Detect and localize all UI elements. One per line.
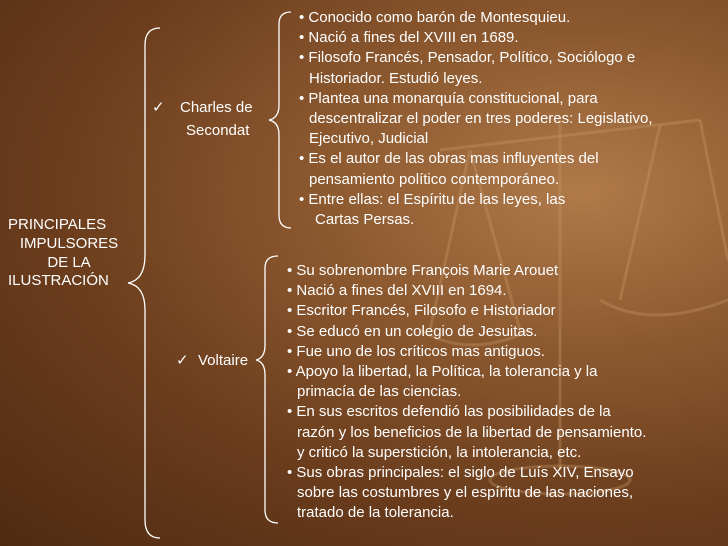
montesquieu-name-line1: Charles de: [180, 99, 253, 116]
main-title: [8, 215, 130, 290]
montesquieu-label-line2: Secondat: [186, 122, 250, 139]
voltaire-brace: [256, 256, 278, 523]
montesquieu-details: [299, 8, 653, 230]
detail-line: • Nació a fines del XVIII en 1694.: [287, 282, 507, 300]
detail-line: descentralizar el poder en tres poderes: Legislativo,: [309, 109, 653, 127]
detail-line: • Entre ellas: el Espíritu de las leyes, las: [299, 190, 566, 208]
detail-line: • En sus escritos defendió las posibilidades de la: [287, 403, 611, 421]
detail-line: • Es el autor de las obras mas influyentes del: [299, 150, 599, 168]
detail-line: tratado de la tolerancia.: [297, 504, 454, 522]
detail-line: • Nació a fines del XVIII en 1689.: [299, 29, 519, 47]
detail-line: Cartas Persas.: [315, 210, 415, 228]
detail-line: razón y los beneficios de la libertad de pensamiento.: [297, 423, 647, 441]
detail-line: Ejecutivo, Judicial: [309, 130, 429, 148]
voltaire-details: [287, 261, 646, 523]
detail-line: • Fue uno de los críticos mas antiguos.: [287, 342, 545, 360]
checkmark-icon: ✓: [152, 99, 165, 116]
voltaire-label: [176, 352, 248, 370]
detail-line: pensamiento político contemporáneo.: [309, 170, 560, 188]
montesquieu-label: [152, 99, 253, 117]
detail-line: • Apoyo la libertad, la Política, la tolerancia y la: [287, 362, 598, 380]
checkmark-icon: ✓: [176, 352, 189, 369]
detail-line: • Conocido como barón de Montesquieu.: [299, 9, 571, 26]
montesquieu-brace: [269, 12, 291, 228]
detail-line: • Se educó en un colegio de Jesuitas.: [287, 322, 538, 340]
title-line: ILUSTRACIÓN: [8, 272, 109, 290]
voltaire-name: Voltaire: [198, 352, 249, 369]
detail-line: • Filosofo Francés, Pensador, Político, Sociólogo e: [299, 49, 636, 67]
detail-line: • Sus obras principales: el siglo de Luís XIV, Ensayo: [287, 463, 634, 481]
detail-line: sobre las costumbres y el espíritu de las naciones,: [297, 484, 633, 502]
title-line: IMPULSORES: [19, 234, 119, 252]
title-line: PRINCIPALES: [8, 216, 107, 233]
detail-line: primacía de las ciencias.: [297, 383, 462, 401]
detail-line: Historiador. Estudió leyes.: [309, 69, 483, 87]
detail-line: • Su sobrenombre François Marie Arouet: [287, 262, 559, 279]
title-line: DE LA: [47, 253, 91, 271]
detail-line: • Plantea una monarquía constitucional, para: [299, 89, 598, 107]
detail-line: y criticó la superstición, la intolerancia, etc.: [297, 443, 582, 461]
detail-line: • Escritor Francés, Filosofo e Historiador: [287, 302, 556, 320]
